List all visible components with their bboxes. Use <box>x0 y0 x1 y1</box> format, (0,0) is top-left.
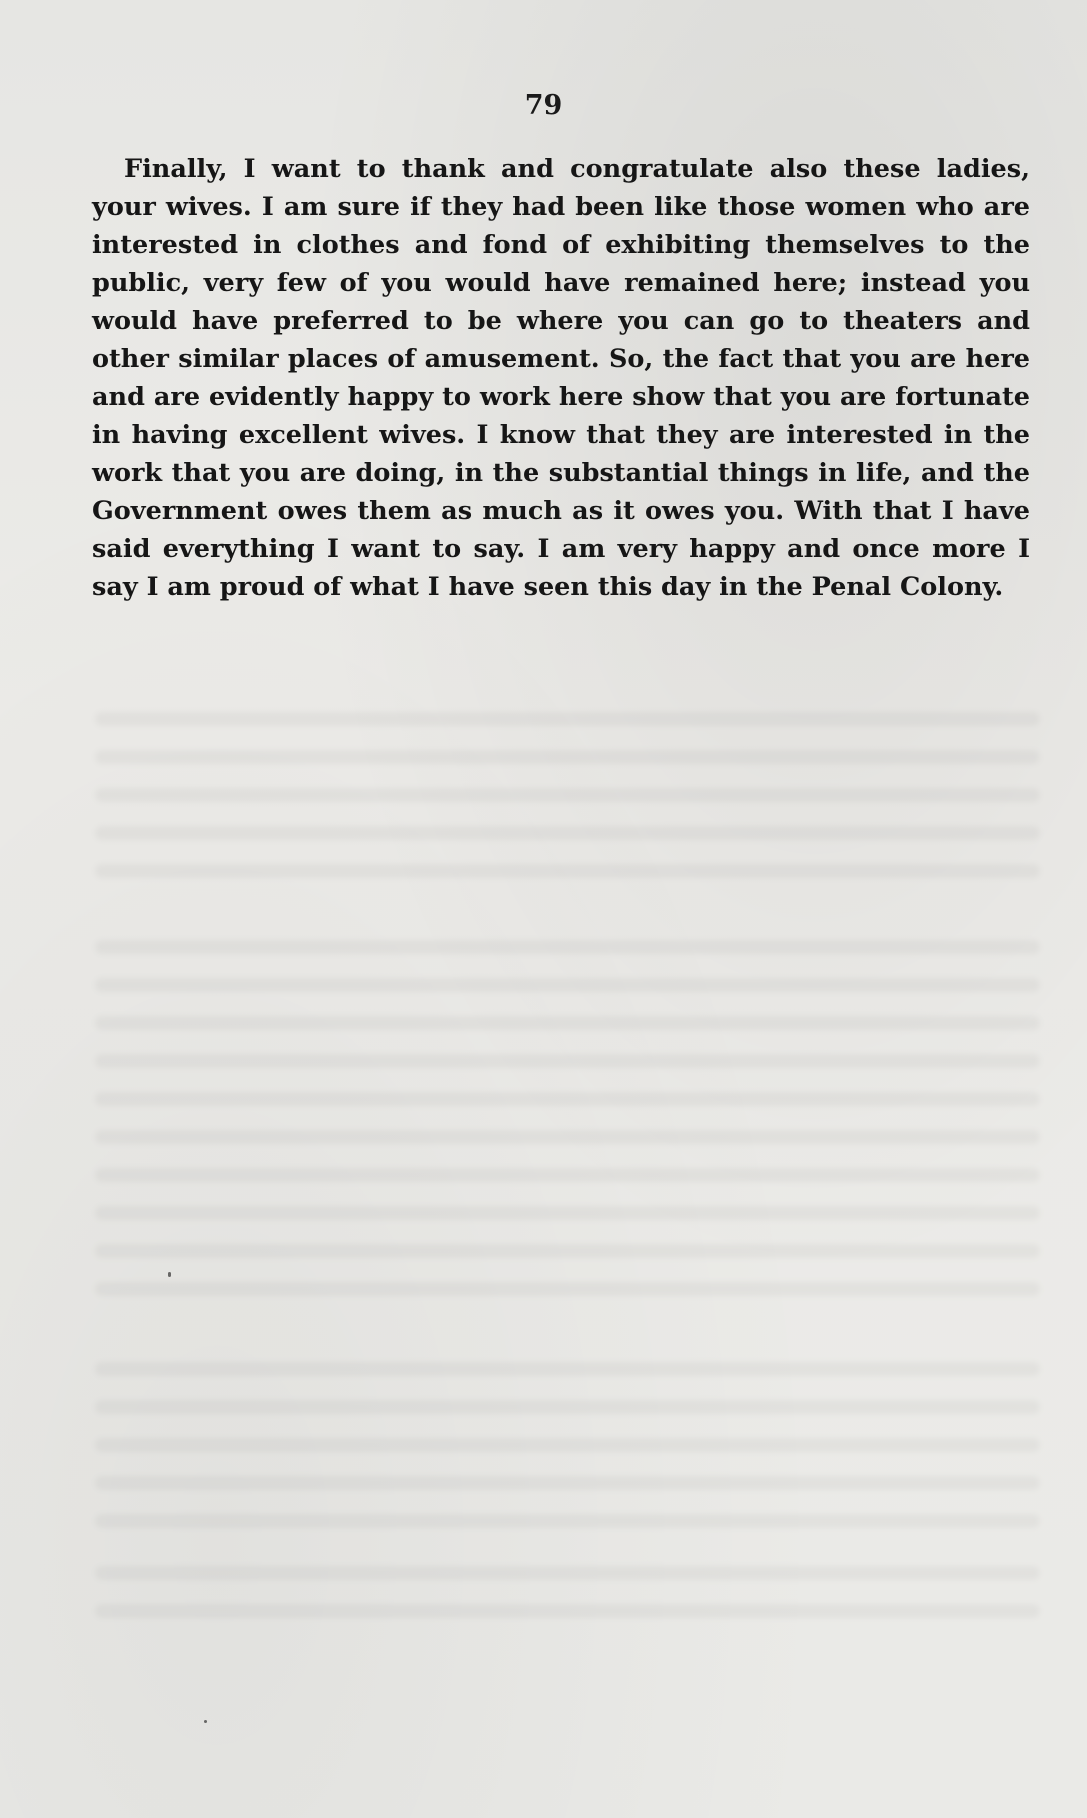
bleed-through-line <box>95 826 1040 840</box>
bleed-through-line <box>95 1400 1040 1414</box>
bleed-through-line <box>95 864 1040 878</box>
bleed-through-line <box>95 1130 1040 1144</box>
bleed-through-line <box>95 1514 1040 1528</box>
bleed-through-line <box>95 1244 1040 1258</box>
bleed-through-line <box>95 978 1040 992</box>
bleed-through-line <box>95 1206 1040 1220</box>
bleed-through-line <box>95 788 1040 802</box>
paper-speck <box>168 1272 171 1277</box>
page-number: 79 <box>524 90 563 121</box>
paper-speck <box>204 1720 207 1723</box>
bleed-through-line <box>95 940 1040 954</box>
bleed-through-line <box>95 750 1040 764</box>
bleed-through-line <box>95 1566 1040 1580</box>
bleed-through-line <box>95 1362 1040 1376</box>
body-paragraph: Finally, I want to thank and congratulate also these ladies, your wives. I am sure if they had been like those women who are interested in clothes and fond of exhibiting themselves to the public, very few of you would have remained here; instead you would have preferred to be where you can go to theaters and other similar places of amusement. So, the fact that you are here and are evidently happy to work here show that you are fortunate in having excellent wives. I know that they are interested in the work that you are doing, in the substantial things in life, and the Government owes them as much as it owes you. With that I have said everything I want to say. I am very happy and once more I say I am proud of what I have seen this day in the Penal Colony. <box>92 154 1030 602</box>
bleed-through-line <box>95 1168 1040 1182</box>
bleed-through-line <box>95 1282 1040 1296</box>
bleed-through-line <box>95 1054 1040 1068</box>
bleed-through-line <box>95 1438 1040 1452</box>
bleed-through-line <box>95 1092 1040 1106</box>
bleed-through-line <box>95 1604 1040 1618</box>
bleed-through-line <box>95 712 1040 726</box>
bleed-through-line <box>95 1016 1040 1030</box>
bleed-through-line <box>95 1476 1040 1490</box>
